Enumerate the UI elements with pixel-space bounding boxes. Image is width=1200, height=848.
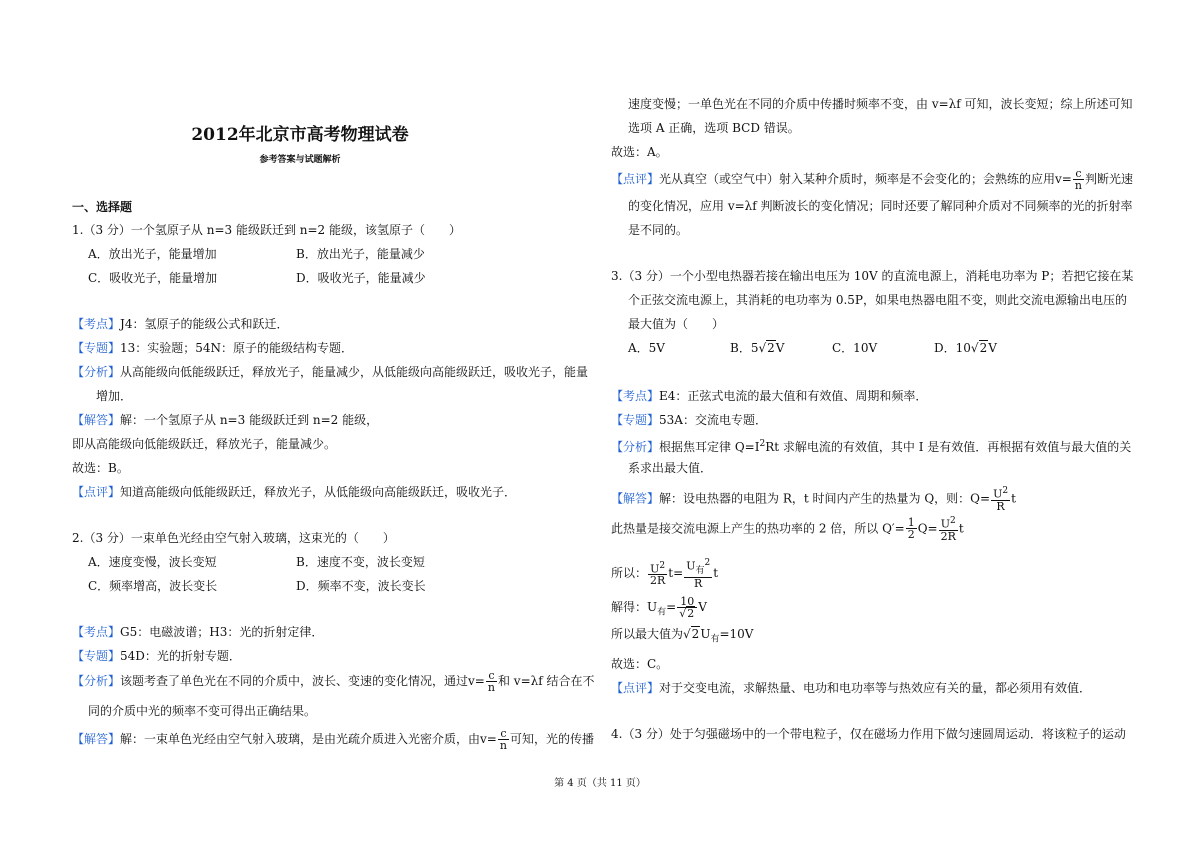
q1-kaodian-text: J4：氢原子的能级公式和跃迁． bbox=[120, 317, 289, 331]
q2-jieda bbox=[72, 728, 594, 751]
q2-jieda-text-b: 可知，光的传播 bbox=[509, 732, 594, 746]
q3-jieda-line2: 此热量是接交流电源上产生的热功率的 2 倍，所以 Q′= $\frac{1}{2}$ Q= $\frac{U^2}{2R}$ t bbox=[611, 516, 964, 543]
q1-stem: 1.（3 分）一个氢原子从 n=3 能级跃迁到 n=2 能级，该氢原子（ ） bbox=[72, 223, 461, 237]
q2-fenxi-text: 该题考查了单色光在不同的介质中，波长、变速的变化情况，通过 bbox=[120, 674, 469, 688]
q3-kaodian bbox=[611, 388, 927, 404]
q3-option-d: D．10√2V bbox=[934, 341, 997, 355]
q1-fenxi-text: 从高能级向低能级跃迁，释放光子，能量减少，从低能级向高能级跃迁，吸收光子，能量 bbox=[120, 365, 589, 379]
q1-option-b: B．放出光子，能量减少 bbox=[296, 247, 425, 261]
q3-suoyi-line: 所以： $\frac{U^2}{2R}$ t= $\frac{U_有^2}{R}$ t bbox=[611, 558, 719, 590]
q1-zhuanti bbox=[72, 340, 353, 356]
page-subtitle: 参考答案与试题解析 bbox=[259, 155, 341, 165]
q1-jieda-cont: 即从高能级向低能级跃迁，释放光子，能量减少。 bbox=[72, 437, 337, 451]
zhuanti-tag: 【专题】 bbox=[72, 341, 121, 355]
section-title: 一、选择题 bbox=[72, 200, 133, 214]
q2-option-b: B．速度不变，波长变短 bbox=[296, 555, 425, 569]
q2-kaodian-text: G5：电磁波谱；H3：光的折射定律． bbox=[120, 625, 324, 639]
page-title: 2012年北京市高考物理试卷 bbox=[191, 125, 409, 145]
q2-jieda-cont-1: 速度变慢；一单色光在不同的介质中传播时频率不变，由 v=λf 可知，波长变短；综上所述可知 bbox=[628, 97, 1133, 111]
q3-kaodian-text: E4：正弦式电流的最大值和有效值、周期和频率． bbox=[659, 389, 928, 403]
fenxi-tag: 【分析】 bbox=[72, 365, 121, 379]
q2-dianping-text: 光从真空（或空气中）射入某种介质时，频率是不会变化的；会熟练的应用 bbox=[659, 172, 1056, 186]
q1-answer: 故选：B。 bbox=[72, 461, 129, 475]
q3-jieda-text: 解：设电热器的电阻为 R，t 时间内产生的热量为 Q，则：Q= bbox=[659, 491, 991, 506]
q2-fenxi-cont: 同的介质中光的频率不变可得出正确结果。 bbox=[88, 704, 317, 718]
q2-dianping-cont-1: 的变化情况，应用 v=λf 判断波长的变化情况；同时还要了解同种介质对不同频率的光的折射率 bbox=[628, 199, 1133, 213]
jieda-tag: 【解答】 bbox=[72, 732, 121, 746]
q2-dianping-cont-2: 是不同的。 bbox=[628, 223, 689, 237]
q3-option-b: B．5√2V bbox=[730, 341, 785, 355]
jieda-tag: 【解答】 bbox=[611, 491, 660, 506]
q2-jieda-cont-2: 选项 A 正确，选项 BCD 错误。 bbox=[628, 121, 800, 135]
q1-option-c: C．吸收光子，能量增加 bbox=[88, 271, 218, 285]
q3-dianping-text: 对于交变电流，求解热量、电功和电功率等与热效应有关的量，都必须用有效值． bbox=[659, 681, 1092, 695]
q3-stem: 3.（3 分）一个小型电热器若接在输出电压为 10V 的直流电源上，消耗电功率为 P；若把它接在某 bbox=[611, 269, 1134, 283]
q2-answer: 故选：A。 bbox=[611, 145, 668, 159]
q1-zhuanti-text: 13：实验题；54N：原子的能级结构专题． bbox=[120, 341, 354, 355]
formula-half: $\frac{1}{2}$ bbox=[907, 516, 915, 542]
q3-stem-cont-2: 最大值为（ ） bbox=[628, 317, 725, 331]
q2-fenxi bbox=[72, 670, 594, 693]
zhuanti-tag: 【专题】 bbox=[611, 413, 660, 427]
kaodian-tag: 【考点】 bbox=[72, 317, 121, 331]
q3-fenxi-cont: 系求出最大值． bbox=[628, 461, 713, 475]
formula-u2-over-r: $\frac{U^2}{R}$ bbox=[993, 486, 1009, 513]
q3-fenxi: 【分析】根据焦耳定律 $Q=I^2Rt$ 求解电流的有效值，其中 I 是有效值．再根据有效值与最大值的关 bbox=[611, 439, 1132, 454]
q2-dianping-text-b: 判断光速 bbox=[1084, 172, 1133, 186]
kaodian-tag: 【考点】 bbox=[72, 625, 121, 639]
q1-jieda bbox=[72, 412, 378, 428]
q3-zhuanti-text: 53A：交流电专题． bbox=[659, 413, 767, 427]
q2-dianping bbox=[611, 168, 1133, 191]
fenxi-tag: 【分析】 bbox=[72, 674, 121, 688]
q1-jieda-text: 解：一个氢原子从 n=3 能级跃迁到 n=2 能级， bbox=[120, 413, 379, 427]
dianping-tag: 【点评】 bbox=[72, 485, 121, 499]
q4-stem: 4.（3 分）处于匀强磁场中的一个带电粒子，仅在磁场力作用下做匀速圆周运动．将该粒子的运动 bbox=[611, 727, 1126, 741]
q3-zhuanti bbox=[611, 412, 767, 428]
q3-jieda: 【解答】解：设电热器的电阻为 R，t 时间内产生的热量为 Q，则：Q= $\frac{U^2}{R}$ t bbox=[611, 486, 1016, 513]
q2-zhuanti-text: 54D：光的折射专题． bbox=[120, 649, 241, 663]
page-footer: 第 4 页（共 11 页） bbox=[554, 778, 646, 789]
q3-max-line: 所以最大值为$√2U_有=10V$ bbox=[611, 627, 754, 645]
dianping-tag: 【点评】 bbox=[611, 172, 660, 186]
dianping-tag: 【点评】 bbox=[611, 681, 660, 695]
q2-kaodian bbox=[72, 624, 323, 640]
zhuanti-tag: 【专题】 bbox=[72, 649, 121, 663]
jieda-tag: 【解答】 bbox=[72, 413, 121, 427]
formula-v-c-over-n: v= $\frac{c}{n}$ bbox=[480, 727, 507, 752]
q3-dianping bbox=[611, 680, 1091, 696]
q3-fenxi-text-b: Rt 求解电流的有效值，其中 I 是有效值．再根据有效值与最大值的关 bbox=[765, 440, 1132, 454]
q1-option-d: D．吸收光子，能量减少 bbox=[296, 271, 426, 285]
q3-answer: 故选：C。 bbox=[611, 657, 669, 671]
kaodian-tag: 【考点】 bbox=[611, 389, 660, 403]
q2-option-d: D．频率不变，波长变长 bbox=[296, 579, 426, 593]
q3-stem-cont-1: 个正弦交流电源上，其消耗的电功率为 0.5P，如果电热器电阻不变，则此交流电源输出电压的 bbox=[628, 293, 1127, 307]
q1-fenxi-cont: 增加． bbox=[96, 389, 133, 403]
q2-jieda-text: 解：一束单色光经由空气射入玻璃，是由光疏介质进入光密介质，由 bbox=[120, 732, 481, 746]
q1-kaodian bbox=[72, 316, 288, 332]
q3-fenxi-text: 根据焦耳定律 Q=I bbox=[659, 440, 760, 454]
q3-jiede-line: 解得：$U_有=$ $\frac{10}{√2}$ V bbox=[611, 595, 707, 620]
q3-option-a: A．5V bbox=[628, 341, 665, 355]
formula-v-c-over-n: v= $\frac{c}{n}$ bbox=[1055, 167, 1082, 192]
q2-option-a: A．速度变慢，波长变短 bbox=[88, 555, 217, 569]
q2-stem: 2.（3 分）一束单色光经由空气射入玻璃，这束光的（ ） bbox=[72, 531, 395, 545]
formula-v-c-over-n: v= $\frac{c}{n}$ bbox=[468, 669, 495, 694]
q1-option-a: A．放出光子，能量增加 bbox=[88, 247, 217, 261]
q1-dianping-text: 知道高能级向低能级跃迁，释放光子，从低能级向高能级跃迁，吸收光子． bbox=[120, 485, 517, 499]
q1-fenxi bbox=[72, 364, 588, 380]
q3-option-c: C．10V bbox=[832, 341, 878, 355]
fenxi-tag: 【分析】 bbox=[611, 440, 660, 454]
q2-fenxi-text-b: 和 v=λf 结合在不 bbox=[497, 674, 595, 688]
q1-dianping bbox=[72, 484, 516, 500]
q2-zhuanti bbox=[72, 648, 241, 664]
q2-option-c: C．频率增高，波长变长 bbox=[88, 579, 218, 593]
formula-u2-over-2r: $\frac{U^2}{2R}$ bbox=[940, 516, 956, 543]
